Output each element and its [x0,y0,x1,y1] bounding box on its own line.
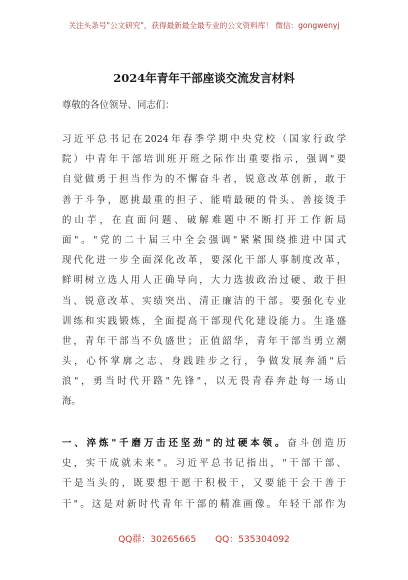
paragraph-line: 当、锐意改革、实绩突出、清正廉洁的干部。要强化专业 [62,295,346,307]
section-line: 史，实干成就未来"。习近平总书记指出，"干部干部、 [62,458,346,470]
salutation: 尊敬的各位领导、同志们： [62,100,175,111]
section-line: 干"。这是对新时代青年干部的精准画像。年轻干部作为 [62,498,346,510]
section-1 [62,434,346,515]
section-heading: 一、淬炼"千磨万击还坚劲"的过硬本领。 [62,438,288,449]
paragraph-line: 海。 [62,396,81,408]
paragraph-line: 院）中青年干部培训班开班之际作出重要指示，强调"要 [62,154,346,166]
paragraph-line: 面"。"党的二十届三中全会强调"紧紧围绕推进中国式 [62,234,346,246]
paragraph-line: 训练和实践锻炼，全面提高干部现代化建设能力。生逢盛 [62,315,346,327]
paragraph-line: 世，青年干部当不负盛世；正值韶华，青年干部当勇立潮 [62,335,346,347]
contact-footer [0,532,408,545]
paragraph-1 [62,130,346,413]
section-heading-line [62,434,346,454]
qq-contact: QQ：535304092 [215,535,290,545]
paragraph-line: 浪"，勇当时代开路"先锋"，以无畏青春奔赴每一场山 [62,376,346,388]
paragraph-line: 习近平总书记在2024年春季学期中央党校（国家行政学 [62,134,346,145]
promo-banner: 关注头条号"公文研究"，获得最新最全最专业的公文资料库！ 微信：gongwenyj [68,21,340,30]
paragraph-line: 的山芋，在直面问题、破解难题中不断打开工作新局 [62,214,346,226]
section-heading-tail: 奋斗创造历 [287,438,346,449]
paragraph-line: 鲜明树立选人用人正确导向，大力选拔政治过硬、敢于担 [62,275,346,287]
paragraph-line: 现代化进一步全面深化改革，要深化干部人事制度改革， [62,255,346,267]
paragraph-line: 自觉做勇于担当作为的不懈奋斗者，锐意改革创新，敢于 [62,174,346,186]
paragraph-line: 善于斗争，愿挑最重的担子、能啃最硬的骨头、善接烫手 [62,194,346,206]
section-line: 干是当头的，既要想干愿干积极干，又要能干会干善于 [62,478,346,490]
paragraph-line: 头，心怀掌廓之志、身践跬步之行，争做发展奔涌"后 [62,356,346,368]
document-title: 2024年青年干部座谈交流发言材料 [113,71,295,85]
qq-group: QQ群：30265665 [118,535,197,545]
